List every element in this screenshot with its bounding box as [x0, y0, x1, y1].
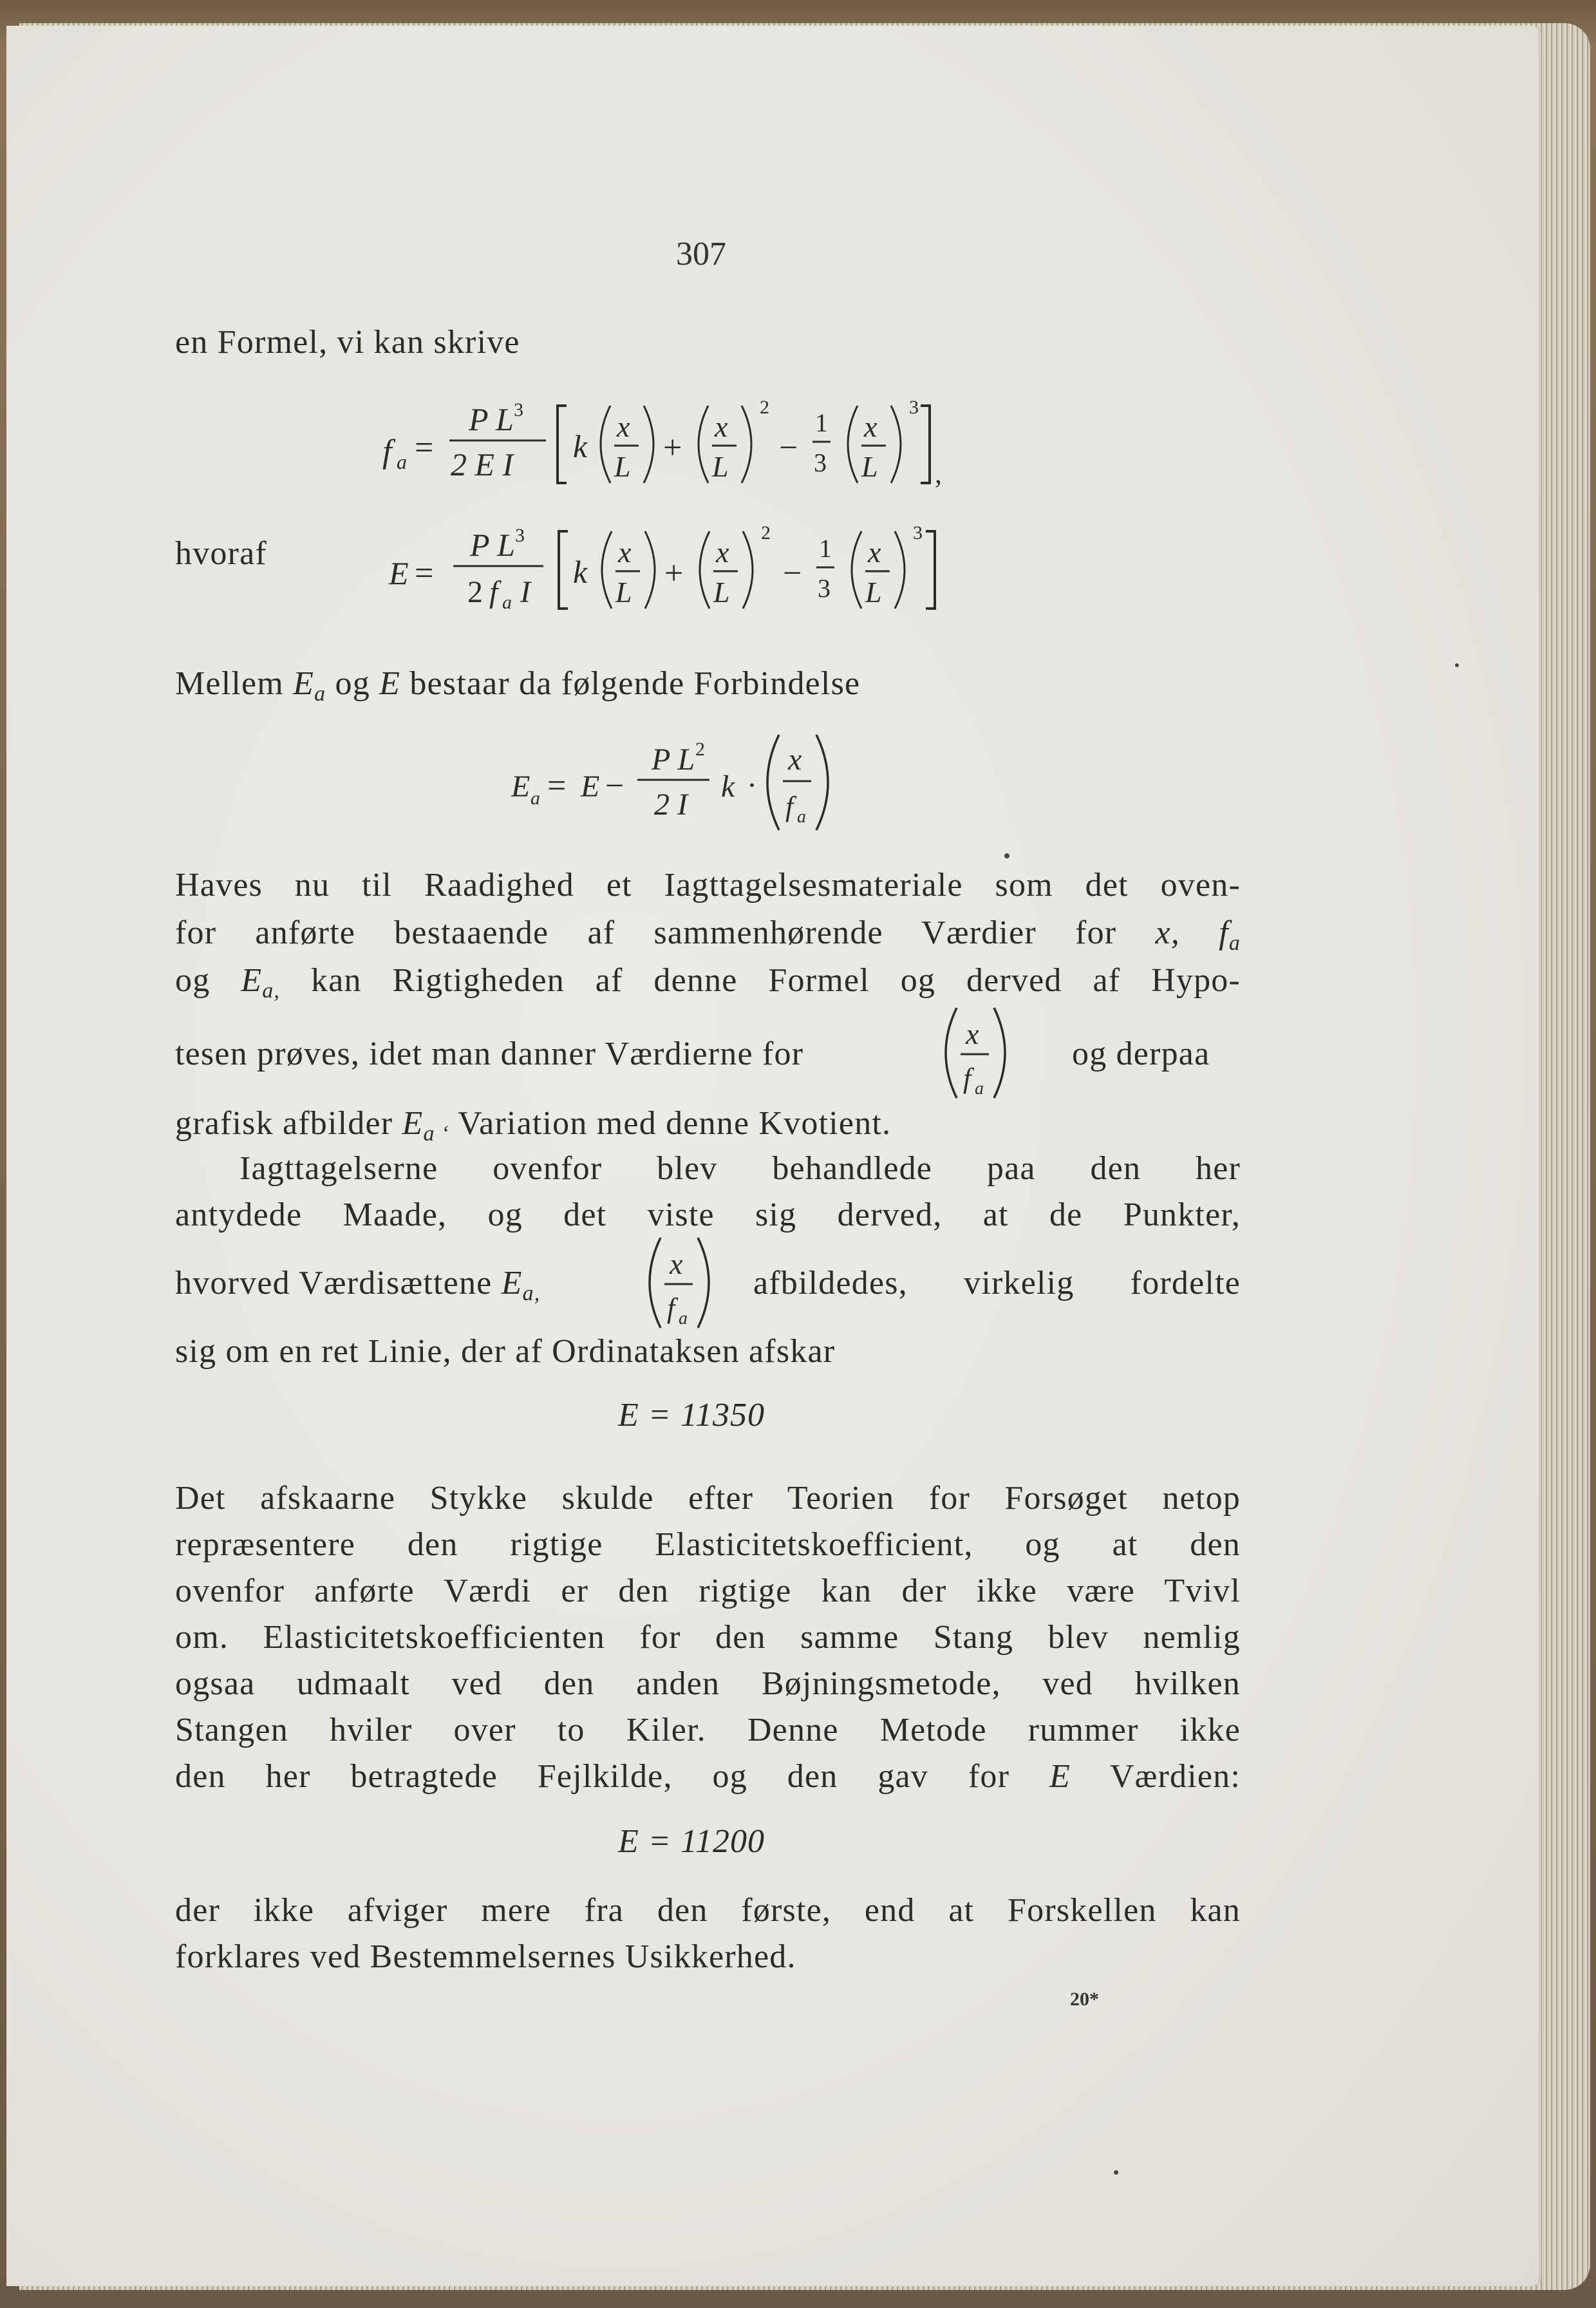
Ea-sub-4: a, — [522, 1282, 541, 1305]
book-page — [6, 26, 1541, 2286]
formula-E-sq: 2 — [761, 522, 771, 544]
formula-Ea-minus: − — [605, 768, 624, 804]
formula-fa-x2: x — [715, 410, 728, 443]
Ea-base-3: E — [402, 1105, 424, 1142]
mellem-text-b: og — [335, 665, 370, 702]
det-text-3: ovenfor anførte Værdi er den rigtige kan der ikke være Tvivl — [175, 1573, 1241, 1609]
haves-text-4a: tesen prøves, idet man danner Værdierne for — [175, 1036, 804, 1072]
formula-E-L2: L — [713, 576, 730, 609]
inline-frac-f-sub: a — [975, 1079, 984, 1099]
formula-fa-L1: L — [614, 450, 631, 483]
formula-E-num: P L — [470, 527, 515, 563]
inline-frac-f: f — [667, 1292, 675, 1324]
paper-speck — [1004, 853, 1009, 858]
inline-frac-paren — [946, 1008, 957, 1098]
E-symbol: E — [379, 665, 401, 702]
f-symbol: f — [1219, 914, 1229, 951]
mellem-line — [175, 660, 1241, 718]
formula-E-x2: x — [716, 536, 729, 569]
inline-frac-x-fa-1 — [932, 1001, 1074, 1104]
formula-E-paren — [895, 531, 905, 609]
formula-Ea-f: f — [785, 791, 794, 822]
equation-text-1: E = 11350 — [618, 1397, 765, 1433]
der-line-1 — [175, 1887, 1241, 1934]
iagt-line-4 — [175, 1328, 1241, 1376]
x-symbol: x, — [1155, 914, 1180, 951]
formula-E-one: 1 — [819, 534, 832, 563]
intro-text: en Formel, vi kan skrive — [175, 324, 520, 361]
formula-Ea-paren — [816, 735, 828, 830]
formula-E-x3: x — [868, 536, 881, 569]
equation-E-11200 — [618, 1822, 765, 1860]
formula-E-L1: L — [615, 576, 632, 609]
inline-frac-paren — [650, 1238, 661, 1328]
formula-fa-one: 1 — [815, 408, 828, 437]
det-text-7a: den her betragtede Fejlkilde, og den gav for — [175, 1758, 1010, 1795]
formula-Ea-den: 2 I — [654, 788, 688, 822]
formula-fa-minus: − — [779, 430, 798, 466]
formula-E-den-f: f — [489, 575, 498, 609]
formula-E-plus: + — [664, 555, 684, 592]
formula-fa-den: 2 E I — [451, 446, 514, 482]
det-line-5 — [175, 1660, 1241, 1708]
page-number: 307 — [676, 236, 726, 272]
haves-text-2: for anførte bestaaende af sammenhørende Værdier for — [175, 914, 1117, 951]
formula-fa-paren — [891, 406, 901, 483]
formula-Ea-num-exp: 2 — [695, 739, 705, 760]
Ea-base-2: E — [241, 962, 263, 999]
formula-fa-k: k — [573, 428, 588, 464]
formula-fa-num: P L — [469, 401, 514, 437]
formula-fa-L2: L — [712, 450, 729, 483]
det-text-1: Det afskaarne Stykke skulde efter Teorien for Forsøget netop — [175, 1480, 1241, 1517]
det-line-6 — [175, 1707, 1241, 1754]
formula-fa-paren — [848, 406, 858, 483]
formula-E-cube: 3 — [913, 522, 923, 544]
haves-line-3 — [175, 957, 1241, 1015]
formula-E-L3: L — [865, 576, 882, 609]
Ea-sub: a — [314, 682, 326, 706]
formula-E — [386, 512, 1094, 621]
haves-text-3b: kan Rigtigheden af denne Formel og derved af Hypo- — [311, 962, 1241, 999]
hvoraf-label — [175, 530, 368, 578]
formula-E-x1: x — [618, 536, 632, 569]
formula-Ea-lhs-sub: a — [530, 788, 540, 809]
formula-fa-three: 3 — [814, 448, 827, 477]
det-line-7 — [175, 1753, 1241, 1801]
Ea-base: E — [293, 665, 315, 702]
E-symbol-2: E — [1049, 1758, 1071, 1795]
det-text-6: Stangen hviler over to Kiler. Denne Metode rummer ikke — [175, 1712, 1241, 1748]
der-line-2 — [175, 1933, 1241, 1981]
der-text-2: forklares ved Bestemmelsernes Usikkerhed. — [175, 1938, 796, 1975]
formula-Ea-E: E — [581, 770, 600, 804]
formula-E-minus: − — [783, 555, 802, 592]
formula-Ea-paren — [767, 735, 779, 830]
haves-text-1: Haves nu til Raadighed et Iagttagelsesmateriale som det oven- — [175, 867, 1241, 903]
formula-E-eq: = — [415, 555, 434, 592]
iagt-text-4: sig om en ret Linie, der af Ordinataksen afskar — [175, 1333, 836, 1370]
formula-E-three: 3 — [818, 574, 831, 603]
formula-Ea-x: x — [788, 743, 802, 777]
formula-fa-plus: + — [663, 430, 682, 466]
iagt-text-2: antydede Maade, og det viste sig derved, at de Punkter, — [175, 1197, 1241, 1233]
inline-frac-paren — [994, 1008, 1005, 1098]
Ea-sub-2: a, — [262, 979, 281, 1003]
formula-E-paren — [602, 531, 612, 609]
formula-fa-lhs-sub: a — [397, 450, 407, 473]
intro-line — [175, 319, 1241, 366]
iagt-text-1: Iagttagelserne ovenfor blev behandlede paa den her — [239, 1150, 1241, 1187]
formula-fa-sq: 2 — [760, 397, 769, 418]
formula-Ea-lhs: E — [511, 770, 530, 804]
formula-fa-left-bracket — [558, 406, 567, 483]
det-text-4: om. Elasticitetskoefficienten for den samme Stang blev nemlig — [175, 1619, 1241, 1656]
haves-text-5a: grafisk afbilder — [175, 1105, 393, 1142]
formula-fa-eq: = — [415, 430, 434, 466]
mellem-text-a: Mellem — [175, 665, 284, 702]
formula-fa-comma: , — [935, 458, 942, 489]
formula-Ea-num: P L — [652, 743, 695, 777]
iagt-text-3a: hvorved Værdisættene — [175, 1265, 493, 1301]
formula-fa-paren — [601, 406, 610, 483]
formula-E-lhs: E — [389, 555, 409, 591]
inline-frac-f-sub: a — [679, 1309, 688, 1329]
f-sub: a — [1228, 931, 1241, 955]
formula-fa-cube: 3 — [909, 397, 919, 418]
paper-speck — [1455, 663, 1459, 667]
inline-frac-f: f — [963, 1063, 972, 1094]
formula-E-left-bracket — [559, 531, 568, 609]
formula-fa-right-bracket — [921, 406, 930, 483]
formula-fa-x3: x — [864, 410, 878, 443]
formula-E-den-2: 2 — [467, 575, 483, 609]
equation-E-11350 — [618, 1396, 765, 1434]
formula-E-k: k — [573, 554, 588, 590]
haves-line-4b — [1072, 1030, 1210, 1078]
formula-fa — [373, 386, 1082, 496]
formula-fa-paren — [644, 406, 653, 483]
inline-frac-x: x — [966, 1017, 979, 1050]
formula-E-paren — [852, 531, 861, 609]
formula-Ea-eq: = — [547, 768, 567, 804]
inline-frac-paren — [698, 1238, 709, 1328]
iagt-line-1 — [239, 1145, 1241, 1193]
det-line-1 — [175, 1475, 1241, 1522]
haves-line-1 — [175, 862, 1241, 909]
det-line-3 — [175, 1567, 1241, 1615]
det-line-4 — [175, 1614, 1241, 1661]
haves-text-3a: og — [175, 962, 211, 999]
det-text-5: ogsaa udmaalt ved den anden Bøjningsmetode, ved hvilken — [175, 1665, 1241, 1702]
formula-fa-paren — [699, 406, 708, 483]
det-text-2: repræsentere den rigtige Elasticitetskoefficient, og at den — [175, 1526, 1241, 1563]
formula-fa-lhs: f — [382, 433, 392, 470]
haves-text-5b: Variation med denne Kvotient. — [458, 1105, 892, 1142]
formula-E-paren — [645, 531, 655, 609]
iagt-text-3b: afbildedes, virkelig fordelte — [753, 1265, 1241, 1301]
inline-frac-x: x — [670, 1247, 683, 1280]
formula-fa-x1: x — [617, 410, 630, 443]
formula-Ea-k: k — [721, 770, 735, 804]
formula-fa-num-exp: 3 — [514, 399, 523, 421]
formula-Ea — [509, 724, 959, 834]
formula-E-right-bracket — [926, 531, 935, 609]
formula-fa-paren — [742, 406, 751, 483]
formula-E-den-I: I — [520, 575, 530, 609]
equation-text-2: E = 11200 — [618, 1823, 765, 1860]
formula-E-num-exp: 3 — [515, 525, 525, 546]
Ea-sub-3: a ‘ — [423, 1122, 449, 1146]
paper-speck — [1114, 2170, 1118, 2175]
formula-fa-L3: L — [861, 450, 878, 483]
formula-E-paren — [700, 531, 709, 609]
der-text-1: der ikke afviger mere fra den første, end at Forskellen kan — [175, 1892, 1241, 1929]
det-line-2 — [175, 1521, 1241, 1569]
mellem-text-c: bestaar da følgende Forbindelse — [409, 665, 861, 702]
det-text-7b: Værdien: — [1109, 1758, 1241, 1795]
signature-mark: 20* — [1070, 1989, 1099, 2010]
iagt-line-3b — [753, 1260, 1241, 1307]
iagt-line-3a — [175, 1260, 639, 1318]
hvoraf-text: hvoraf — [175, 535, 267, 572]
formula-E-den-sub: a — [502, 592, 512, 613]
formula-Ea-f-sub: a — [797, 807, 806, 827]
haves-text-4b: og derpaa — [1072, 1036, 1210, 1072]
formula-E-paren — [743, 531, 753, 609]
Ea-base-4: E — [501, 1265, 523, 1301]
formula-Ea-dot: · — [747, 768, 757, 802]
inline-frac-x-fa-2 — [636, 1231, 739, 1334]
